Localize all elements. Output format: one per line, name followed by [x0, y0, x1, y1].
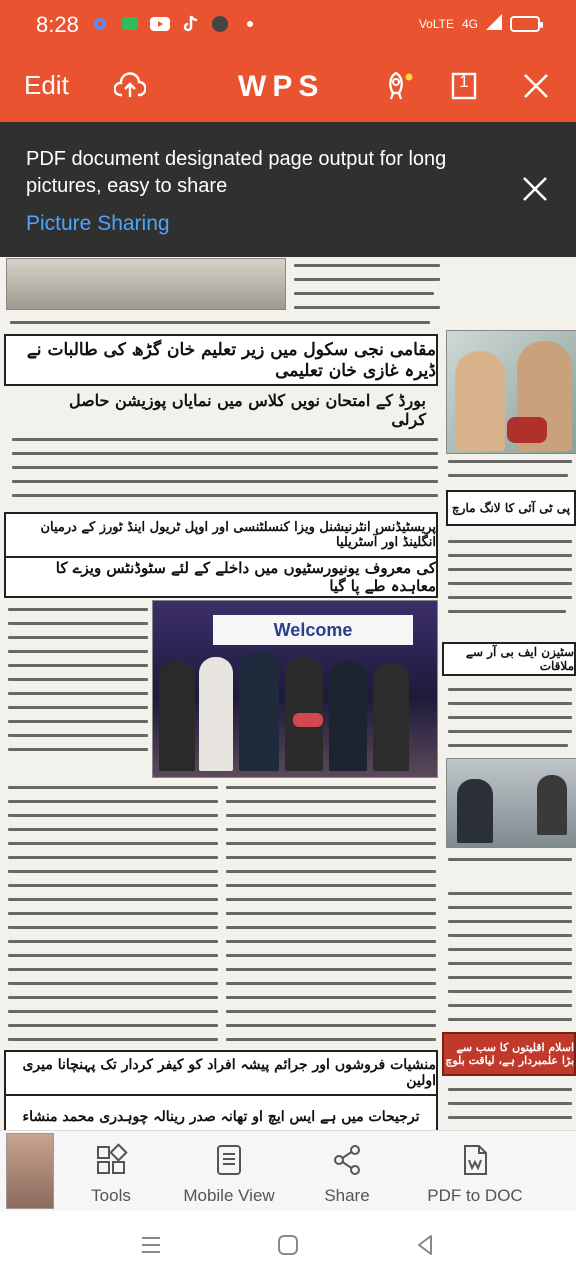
- headline-school-board: مقامی نجی سکول میں زیر تعلیم خان گڑھ کی طالبات نے ڈیرہ غازی خان تعلیمی: [4, 334, 438, 386]
- volte-indicator: VoLTE: [418, 16, 454, 31]
- banner-message: PDF document designated page output for long pictures, easy to share: [26, 148, 447, 197]
- page-count-button[interactable]: [446, 68, 482, 104]
- status-time: 8:28: [36, 12, 79, 37]
- wps-logo: WPS: [238, 70, 325, 103]
- headline-sho-renala: ترجیحات میں ہے ایس ایچ او تھانہ صدر رینالہ چوہدری محمد منشاء: [4, 1096, 438, 1140]
- headline-fbr: سٹیزن ایف بی آر سے ملاقات: [442, 642, 576, 676]
- app-icon: [210, 14, 230, 34]
- headline-ninth-class: بورڈ کے امتحان نویں کلاس میں نمایاں پوزیشن حاصل کرلی: [68, 391, 426, 429]
- rocket-icon[interactable]: [380, 68, 416, 104]
- picture-sharing-link[interactable]: Picture Sharing: [26, 212, 170, 235]
- status-bar: [0, 0, 576, 50]
- recent-apps-icon[interactable]: [138, 1232, 164, 1258]
- home-icon[interactable]: [275, 1232, 301, 1258]
- tools-label: Tools: [91, 1186, 131, 1205]
- share-icon: [330, 1143, 364, 1177]
- picture-sharing-banner: [0, 122, 576, 257]
- signal-icon: [486, 14, 502, 33]
- headline-student-visa: کی معروف یونیورسٹیوں میں داخلے کے لئے سٹوڈنٹس ویزے کا معاہدہ طے پا گیا: [4, 558, 438, 598]
- welcome-backdrop-text: Welcome: [213, 615, 413, 645]
- wps-toolbar: [0, 50, 576, 122]
- share-button[interactable]: [292, 1143, 402, 1206]
- headline-drug-dealers: منشیات فروشوں اور جرائم پیشہ افراد کو کیفر کردار تک پہنچانا میری اولین: [4, 1050, 438, 1096]
- tools-icon: [94, 1143, 128, 1177]
- tiktok-icon: [180, 14, 200, 34]
- page-thumbnail[interactable]: [6, 1133, 54, 1209]
- battery-icon: [510, 16, 540, 32]
- photo-fbr-meeting: [446, 758, 576, 848]
- share-label: Share: [324, 1186, 370, 1205]
- edit-button[interactable]: Edit: [24, 70, 69, 100]
- notification-icons: [90, 14, 260, 34]
- close-icon[interactable]: [520, 174, 550, 204]
- dot-icon: [240, 14, 260, 34]
- gear-icon: [90, 14, 110, 34]
- youtube-icon: [150, 14, 170, 34]
- back-icon[interactable]: [412, 1232, 438, 1258]
- pdf-document-page[interactable]: [0, 122, 576, 1210]
- headline-consultancy: پریسٹیڈنس انٹرنیشنل ویزا کنسلٹنسی اور اوپل ٹریول اینڈ ٹورز کے درمیان انگلینڈ اور آسٹریلیا: [4, 512, 438, 558]
- headline-long-march: پی ٹی آئی کا لانگ مارچ: [446, 490, 576, 526]
- mobile-view-button[interactable]: [174, 1143, 284, 1206]
- photo-top-left: [6, 258, 286, 310]
- pdf-to-doc-label: PDF to DOC: [427, 1186, 523, 1205]
- upload-icon[interactable]: [112, 68, 148, 104]
- photo-signing-ceremony: [152, 600, 438, 778]
- pdf-to-doc-button[interactable]: [410, 1143, 540, 1206]
- tools-button[interactable]: [56, 1143, 166, 1206]
- mobile-view-label: Mobile View: [183, 1186, 275, 1205]
- system-nav-bar: [0, 1210, 576, 1280]
- chat-icon: [120, 14, 140, 34]
- status-right: [419, 14, 540, 33]
- headline-minorities: اسلام اقلیتوں کا سب سے بڑا علمبردار ہے، لیاقت بلوچ: [442, 1032, 576, 1076]
- photo-right-top: [446, 330, 576, 454]
- bottom-toolbar: [0, 1130, 576, 1211]
- mobile-view-icon: [212, 1143, 246, 1177]
- pdf-to-doc-icon: [458, 1143, 492, 1177]
- network-indicator: 4G: [461, 16, 478, 31]
- page-count: 1: [459, 72, 469, 91]
- close-icon[interactable]: [518, 68, 554, 104]
